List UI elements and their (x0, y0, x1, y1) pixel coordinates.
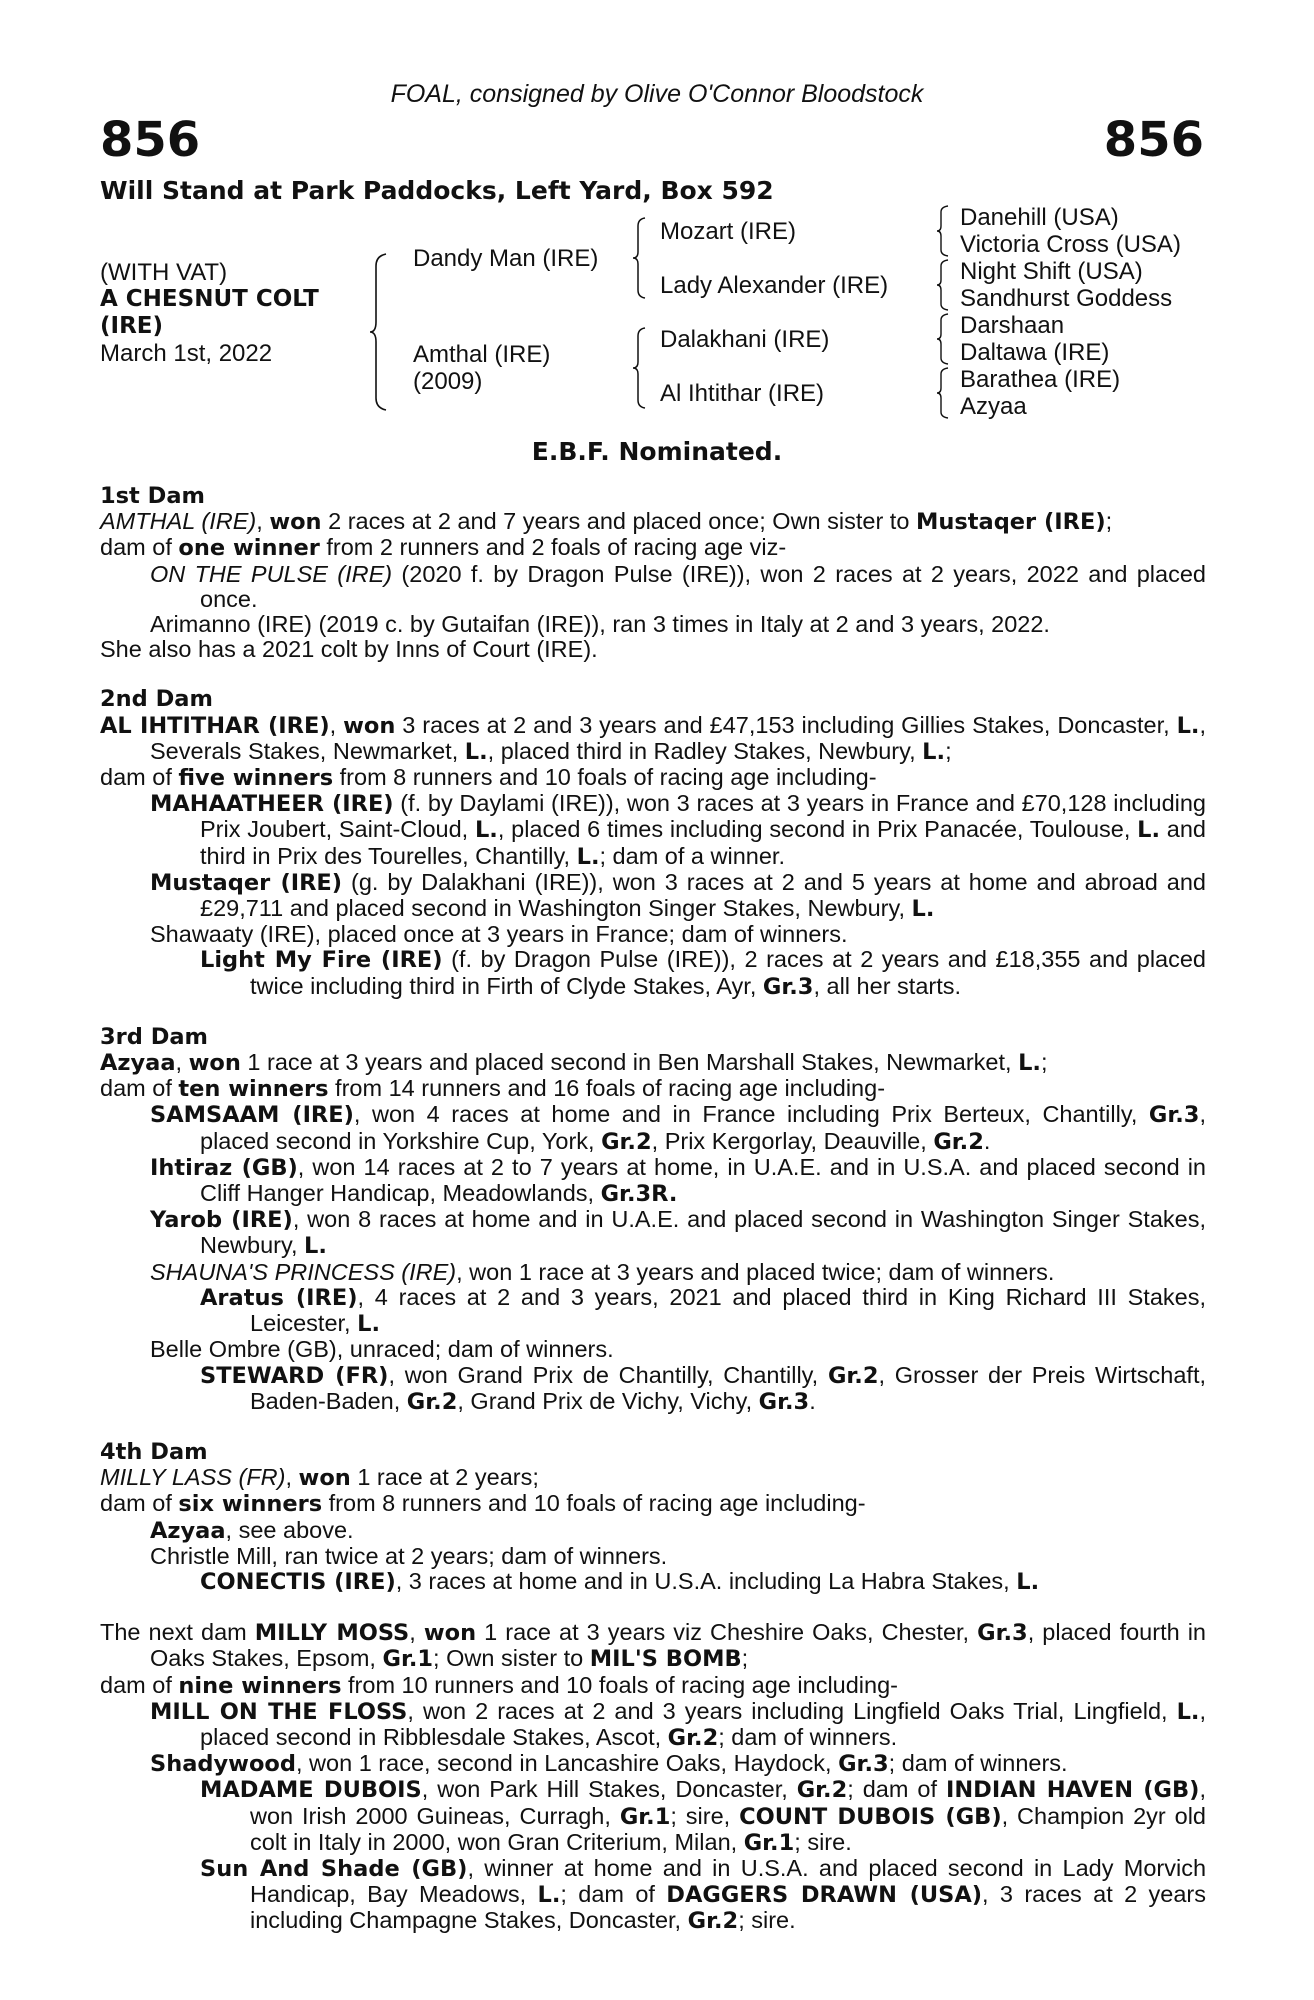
bold-text: L. (922, 738, 946, 765)
bold-text: L. (1016, 1568, 1040, 1595)
text-run: dam of (100, 1075, 179, 1102)
bold-text: Gr.3R. (600, 1181, 678, 1208)
text-run: , placed fourth in Oaks Stakes, Epsom, (150, 1619, 1206, 1672)
bold-text: Gr.3 (758, 1388, 810, 1415)
bold-text: Gr.2 (601, 1128, 652, 1155)
bold-text: SAMSAAM (IRE) (150, 1102, 354, 1129)
bold-text: five winners (178, 765, 334, 792)
text-run: 3 races at 2 and 3 years and £47,153 including Gillies Stakes, Doncaster, (395, 711, 1177, 738)
sire-sire: Mozart (IRE) (660, 218, 797, 245)
produce-entry (100, 1856, 1206, 1935)
produce-entry (100, 1777, 1206, 1856)
text-run: , Champion 2yr old colt in Italy in 2000, won Gran Criterium, Milan, (250, 1802, 1206, 1855)
bold-text: Shadywood (150, 1751, 296, 1778)
lot-number-left: 856 (100, 112, 201, 168)
text-run: from 8 runners and 10 foals of racing age including- (333, 764, 877, 791)
sire-dam: Lady Alexander (IRE) (660, 272, 889, 299)
bold-text: Gr.2 (933, 1128, 984, 1155)
lot-number-right: 856 (1103, 112, 1204, 168)
text-run: , (256, 508, 270, 535)
produce-entry (100, 1544, 1206, 1569)
text-run: 1 race at 3 years and placed second in Ben Marshall Stakes, Newmarket, (240, 1049, 1019, 1076)
bold-text: Aratus (IRE) (200, 1284, 358, 1311)
bold-text: L. (537, 1882, 561, 1909)
bold-text: L. (1018, 1050, 1041, 1077)
produce-summary (100, 1491, 1206, 1517)
text-run: dam of (100, 764, 179, 791)
text-run: ; dam of winners. (888, 1750, 1068, 1777)
bold-text: AL IHTITHAR (IRE) (100, 712, 330, 739)
bold-text: won (423, 1620, 477, 1647)
text-run: dam of (100, 1490, 179, 1517)
foaling-date: March 1st, 2022 (100, 340, 273, 367)
text-run: ; dam of a winner. (599, 842, 785, 869)
pedigree-brace-3b (936, 258, 950, 312)
text-run: , placed third in Radley Stakes, Newbury, (487, 737, 923, 764)
bold-text: Gr.2 (667, 1724, 719, 1751)
bold-text: Gr.2 (796, 1777, 848, 1804)
produce-note (100, 637, 1206, 662)
bold-text: Mustaqer (IRE) (915, 509, 1106, 536)
bold-text: Mustaqer (IRE) (150, 869, 343, 896)
dds: Barathea (IRE) (960, 366, 1121, 393)
bold-text: Gr.1 (743, 1829, 795, 1856)
text-run: , won 8 races at home and in U.A.E. and placed second in Washington Singer Stakes, Newbury, (200, 1206, 1206, 1259)
text-run: , see above. (225, 1516, 354, 1543)
text-run: Shawaaty (IRE), placed once at 3 years in France; dam of winners. (150, 921, 848, 948)
bold-text: Sun And Shade (GB) (200, 1855, 468, 1882)
text-run: ; dam of (847, 1776, 946, 1803)
bold-text: MILLY MOSS (254, 1620, 410, 1647)
text-run: dam of (100, 534, 179, 561)
bold-text: Gr.3 (838, 1751, 889, 1778)
sds: Night Shift (USA) (960, 258, 1143, 285)
pedigree-brace-main (368, 252, 390, 412)
bold-text: won (298, 1465, 351, 1492)
text-run: The next dam (100, 1619, 255, 1646)
italic-text: MILLY LASS (FR) (100, 1464, 286, 1491)
produce-entry (100, 791, 1206, 870)
text-run: 1 race at 2 years; (350, 1464, 539, 1491)
produce-summary (100, 765, 1206, 791)
bold-text: won (269, 509, 322, 536)
text-run: Arimanno (IRE) (2019 c. by Gutaifan (IRE)), ran 3 times in Italy at 2 and 3 years, 2022. (150, 611, 1050, 638)
text-run: , winner at home and in U.S.A. and placed second in Lady Morvich Handicap, Bay Meadows, (250, 1854, 1207, 1908)
text-run: (f. by Dragon Pulse (IRE)), 2 races at 2 years and £18,355 and placed twice including third in Firth of Clyde Stakes, Ayr, (250, 946, 1206, 999)
text-run: ; (1105, 508, 1113, 535)
bold-text: INDIAN HAVEN (GB) (945, 1777, 1200, 1804)
produce-entry (100, 870, 1206, 922)
text-run: 1 race at 3 years viz Cheshire Oaks, Chester, (476, 1619, 978, 1646)
text-run: ; Own sister to (433, 1645, 590, 1672)
text-run: (f. by Daylami (IRE)), won 3 races at 3 years in France and £70,128 including Prix Joubert, Saint-Cloud, (200, 790, 1206, 843)
dss: Darshaan (960, 312, 1065, 339)
text-run: , (285, 1464, 299, 1491)
text-run: , 3 races at 2 years including Champagne Stakes, Doncaster, (250, 1881, 1206, 1934)
text-run: Christle Mill, ran twice at 2 years; dam of winners. (150, 1542, 668, 1569)
bold-text: Gr.2 (687, 1908, 739, 1935)
text-run: ; sire, (670, 1802, 740, 1829)
text-run: ; dam of (560, 1881, 667, 1908)
ssd: Victoria Cross (USA) (960, 231, 1181, 258)
produce-summary (100, 1673, 1206, 1699)
bold-text: L. (1137, 817, 1161, 844)
text-run: , placed second in Yorkshire Cup, York, (200, 1101, 1206, 1154)
italic-text: ON THE PULSE (IRE) (150, 560, 393, 587)
text-run: ; sire. (738, 1907, 796, 1934)
bold-text: Gr.1 (619, 1803, 671, 1830)
stand-location: Will Stand at Park Paddocks, Left Yard, Box 592 (100, 176, 774, 205)
text-run: . (809, 1387, 816, 1414)
produce-entry (100, 1699, 1206, 1751)
text-run: , won Park Hill Stakes, Doncaster, (421, 1776, 797, 1803)
bold-text: L. (357, 1311, 381, 1338)
section-heading-2nd-dam: 2nd Dam (100, 686, 213, 713)
text-run: dam of (100, 1671, 179, 1698)
text-run: . (983, 1127, 991, 1154)
text-run: , won Irish 2000 Guineas, Curragh, (250, 1776, 1206, 1829)
text-run: She also has a 2021 colt by Inns of Court (IRE). (100, 636, 598, 663)
bold-text: L. (1176, 1698, 1200, 1725)
text-run: ; (945, 737, 952, 764)
bold-text: Gr.3 (1148, 1102, 1200, 1129)
produce-entry (100, 1518, 1206, 1544)
produce-entry (100, 947, 1206, 999)
dam-dam: Al Ihtithar (IRE) (660, 380, 825, 407)
produce-entry (100, 1363, 1206, 1415)
produce-summary (100, 535, 1206, 561)
ebf-nominated: E.B.F. Nominated. (531, 437, 783, 466)
bold-text: Gr.2 (827, 1362, 879, 1389)
text-run: , all her starts. (813, 972, 962, 999)
text-run: from 8 runners and 10 foals of racing age including- (322, 1490, 866, 1517)
dam-sire: Dalakhani (IRE) (660, 326, 830, 353)
produce-entry (100, 1260, 1206, 1285)
pedigree-brace-3a (936, 204, 950, 258)
bold-text: Yarob (IRE) (150, 1207, 293, 1234)
section-heading-4th-dam: 4th Dam (100, 1438, 208, 1465)
dam: Amthal (IRE) (413, 341, 551, 368)
dam-entry (100, 1465, 1206, 1491)
text-run: , Grosser der Preis Wirtschaft, Baden-Baden, (250, 1361, 1206, 1414)
text-run: 2 races at 2 and 7 years and placed once; Own sister to (321, 508, 916, 535)
dam-entry (100, 1050, 1206, 1076)
bold-text: won (343, 712, 396, 739)
bold-text: L. (304, 1233, 327, 1260)
text-run: Belle Ombre (GB), unraced; dam of winners. (150, 1336, 614, 1363)
text-run: , won Grand Prix de Chantilly, Chantilly, (388, 1361, 828, 1388)
text-run: ; (741, 1645, 749, 1672)
horse-name-country: (IRE) (100, 313, 164, 339)
text-run: , (329, 711, 344, 738)
text-run: ; dam of winners. (718, 1723, 898, 1750)
bold-text: CONECTIS (IRE) (200, 1568, 396, 1595)
next-dam-entry (100, 1620, 1206, 1672)
text-run: , (175, 1049, 189, 1076)
pedigree-brace-3d (936, 366, 950, 420)
produce-entry (100, 1751, 1206, 1777)
bold-text: Gr.1 (382, 1646, 434, 1673)
bold-text: six winners (178, 1491, 323, 1518)
produce-summary (100, 1076, 1206, 1102)
pedigree-brace-3c (936, 312, 950, 366)
sdd: Sandhurst Goddess (960, 285, 1173, 312)
bold-text: Ihtiraz (GB) (150, 1154, 298, 1181)
text-run: , 4 races at 2 and 3 years, 2021 and placed third in King Richard III Stakes, Leicester, (250, 1283, 1206, 1337)
produce-entry (100, 1207, 1206, 1259)
italic-text: AMTHAL (IRE) (100, 508, 257, 535)
text-run: , Severals Stakes, Newmarket, (150, 711, 1207, 764)
text-run: , placed 6 times including second in Prix Panacée, Toulouse, (497, 816, 1138, 843)
pedigree-brace-dam (632, 326, 648, 410)
bold-text: L. (464, 738, 488, 765)
section-heading-1st-dam: 1st Dam (100, 483, 205, 509)
ddd: Azyaa (960, 393, 1027, 420)
produce-entry (100, 1285, 1206, 1337)
vat-label: (WITH VAT) (100, 259, 228, 286)
text-run: from 2 runners and 2 foals of racing age viz- (319, 534, 787, 561)
produce-entry (100, 562, 1206, 612)
text-run: from 14 runners and 16 foals of racing age including- (328, 1075, 886, 1102)
bold-text: Gr.3 (977, 1620, 1028, 1647)
text-run: ; (1040, 1049, 1048, 1076)
catalogue-body (100, 484, 1206, 1935)
produce-entry (100, 612, 1206, 637)
bold-text: MIL'S BOMB (589, 1646, 742, 1673)
produce-entry (100, 1569, 1206, 1595)
dam-entry (100, 713, 1206, 765)
dam-entry (100, 509, 1206, 535)
bold-text: L. (911, 896, 935, 923)
horse-name: A CHESNUT COLT (100, 286, 319, 312)
bold-text: DAGGERS DRAWN (USA) (666, 1882, 983, 1909)
bold-text: ten winners (178, 1076, 329, 1103)
produce-entry (100, 922, 1206, 947)
bold-text: MADAME DUBOIS (200, 1777, 422, 1804)
text-run: , won 14 races at 2 to 7 years at home, in U.A.E. and in U.S.A. and placed second in Cliff Hanger Handicap, Meadowlands, (200, 1153, 1206, 1207)
pedigree-brace-sire (632, 216, 648, 300)
text-run: and third in Prix des Tourelles, Chantilly, (200, 816, 1206, 869)
text-run: from 10 runners and 10 foals of racing age including- (341, 1671, 898, 1698)
text-run: , won 1 race at 3 years and placed twice; dam of winners. (456, 1258, 1055, 1285)
text-run: , won 2 races at 2 and 3 years including Lingfield Oaks Trial, Lingfield, (407, 1697, 1177, 1724)
dsd: Daltawa (IRE) (960, 339, 1110, 366)
bold-text: Gr.3 (762, 973, 814, 1000)
bold-text: one winner (178, 535, 320, 562)
bold-text: won (188, 1050, 241, 1077)
sss: Danehill (USA) (960, 204, 1119, 231)
text-run: , Prix Kergorlay, Deauville, (651, 1127, 934, 1154)
text-run: , won 4 races at home and in France including Prix Berteux, Chantilly, (353, 1101, 1149, 1128)
bold-text: L. (1176, 712, 1200, 739)
bold-text: MILL ON THE FLOSS (150, 1698, 408, 1725)
produce-entry (100, 1102, 1206, 1154)
text-run: , 3 races at home and in U.S.A. including La Habra Stakes, (395, 1567, 1017, 1594)
consignor-line: FOAL, consigned by Olive O'Connor Bloodstock (390, 80, 924, 108)
bold-text: Azyaa (100, 1050, 176, 1077)
text-run: (2020 f. by Dragon Pulse (IRE)), won 2 races at 2 years, 2022 and placed once. (200, 560, 1206, 612)
bold-text: MAHAATHEER (IRE) (150, 791, 394, 818)
bold-text: Light My Fire (IRE) (200, 947, 443, 974)
section-heading-3rd-dam: 3rd Dam (100, 1023, 208, 1050)
bold-text: Azyaa (150, 1517, 226, 1544)
text-run: , won 1 race, second in Lancashire Oaks, Haydock, (296, 1750, 839, 1777)
bold-text: COUNT DUBOIS (GB) (739, 1803, 1002, 1830)
text-run: , placed second in Ribblesdale Stakes, Ascot, (200, 1697, 1206, 1750)
bold-text: L. (474, 817, 498, 844)
text-run: (g. by Dalakhani (IRE)), won 3 races at 2 and 5 years at home and abroad and £29,711 and placed second in Washington Singer Stakes, Newbury, (200, 868, 1206, 922)
dam-year: (2009) (413, 368, 483, 395)
text-run: , (409, 1619, 424, 1646)
produce-entry (100, 1155, 1206, 1207)
italic-text: SHAUNA'S PRINCESS (IRE) (150, 1258, 457, 1285)
bold-text: STEWARD (FR) (200, 1362, 389, 1389)
text-run: , Grand Prix de Vichy, Vichy, (457, 1387, 759, 1414)
bold-text: Gr.2 (406, 1388, 458, 1415)
text-run: ; sire. (794, 1828, 852, 1855)
bold-text: nine winners (178, 1672, 342, 1699)
bold-text: L. (576, 843, 600, 870)
sire: Dandy Man (IRE) (413, 245, 599, 272)
produce-entry (100, 1337, 1206, 1362)
